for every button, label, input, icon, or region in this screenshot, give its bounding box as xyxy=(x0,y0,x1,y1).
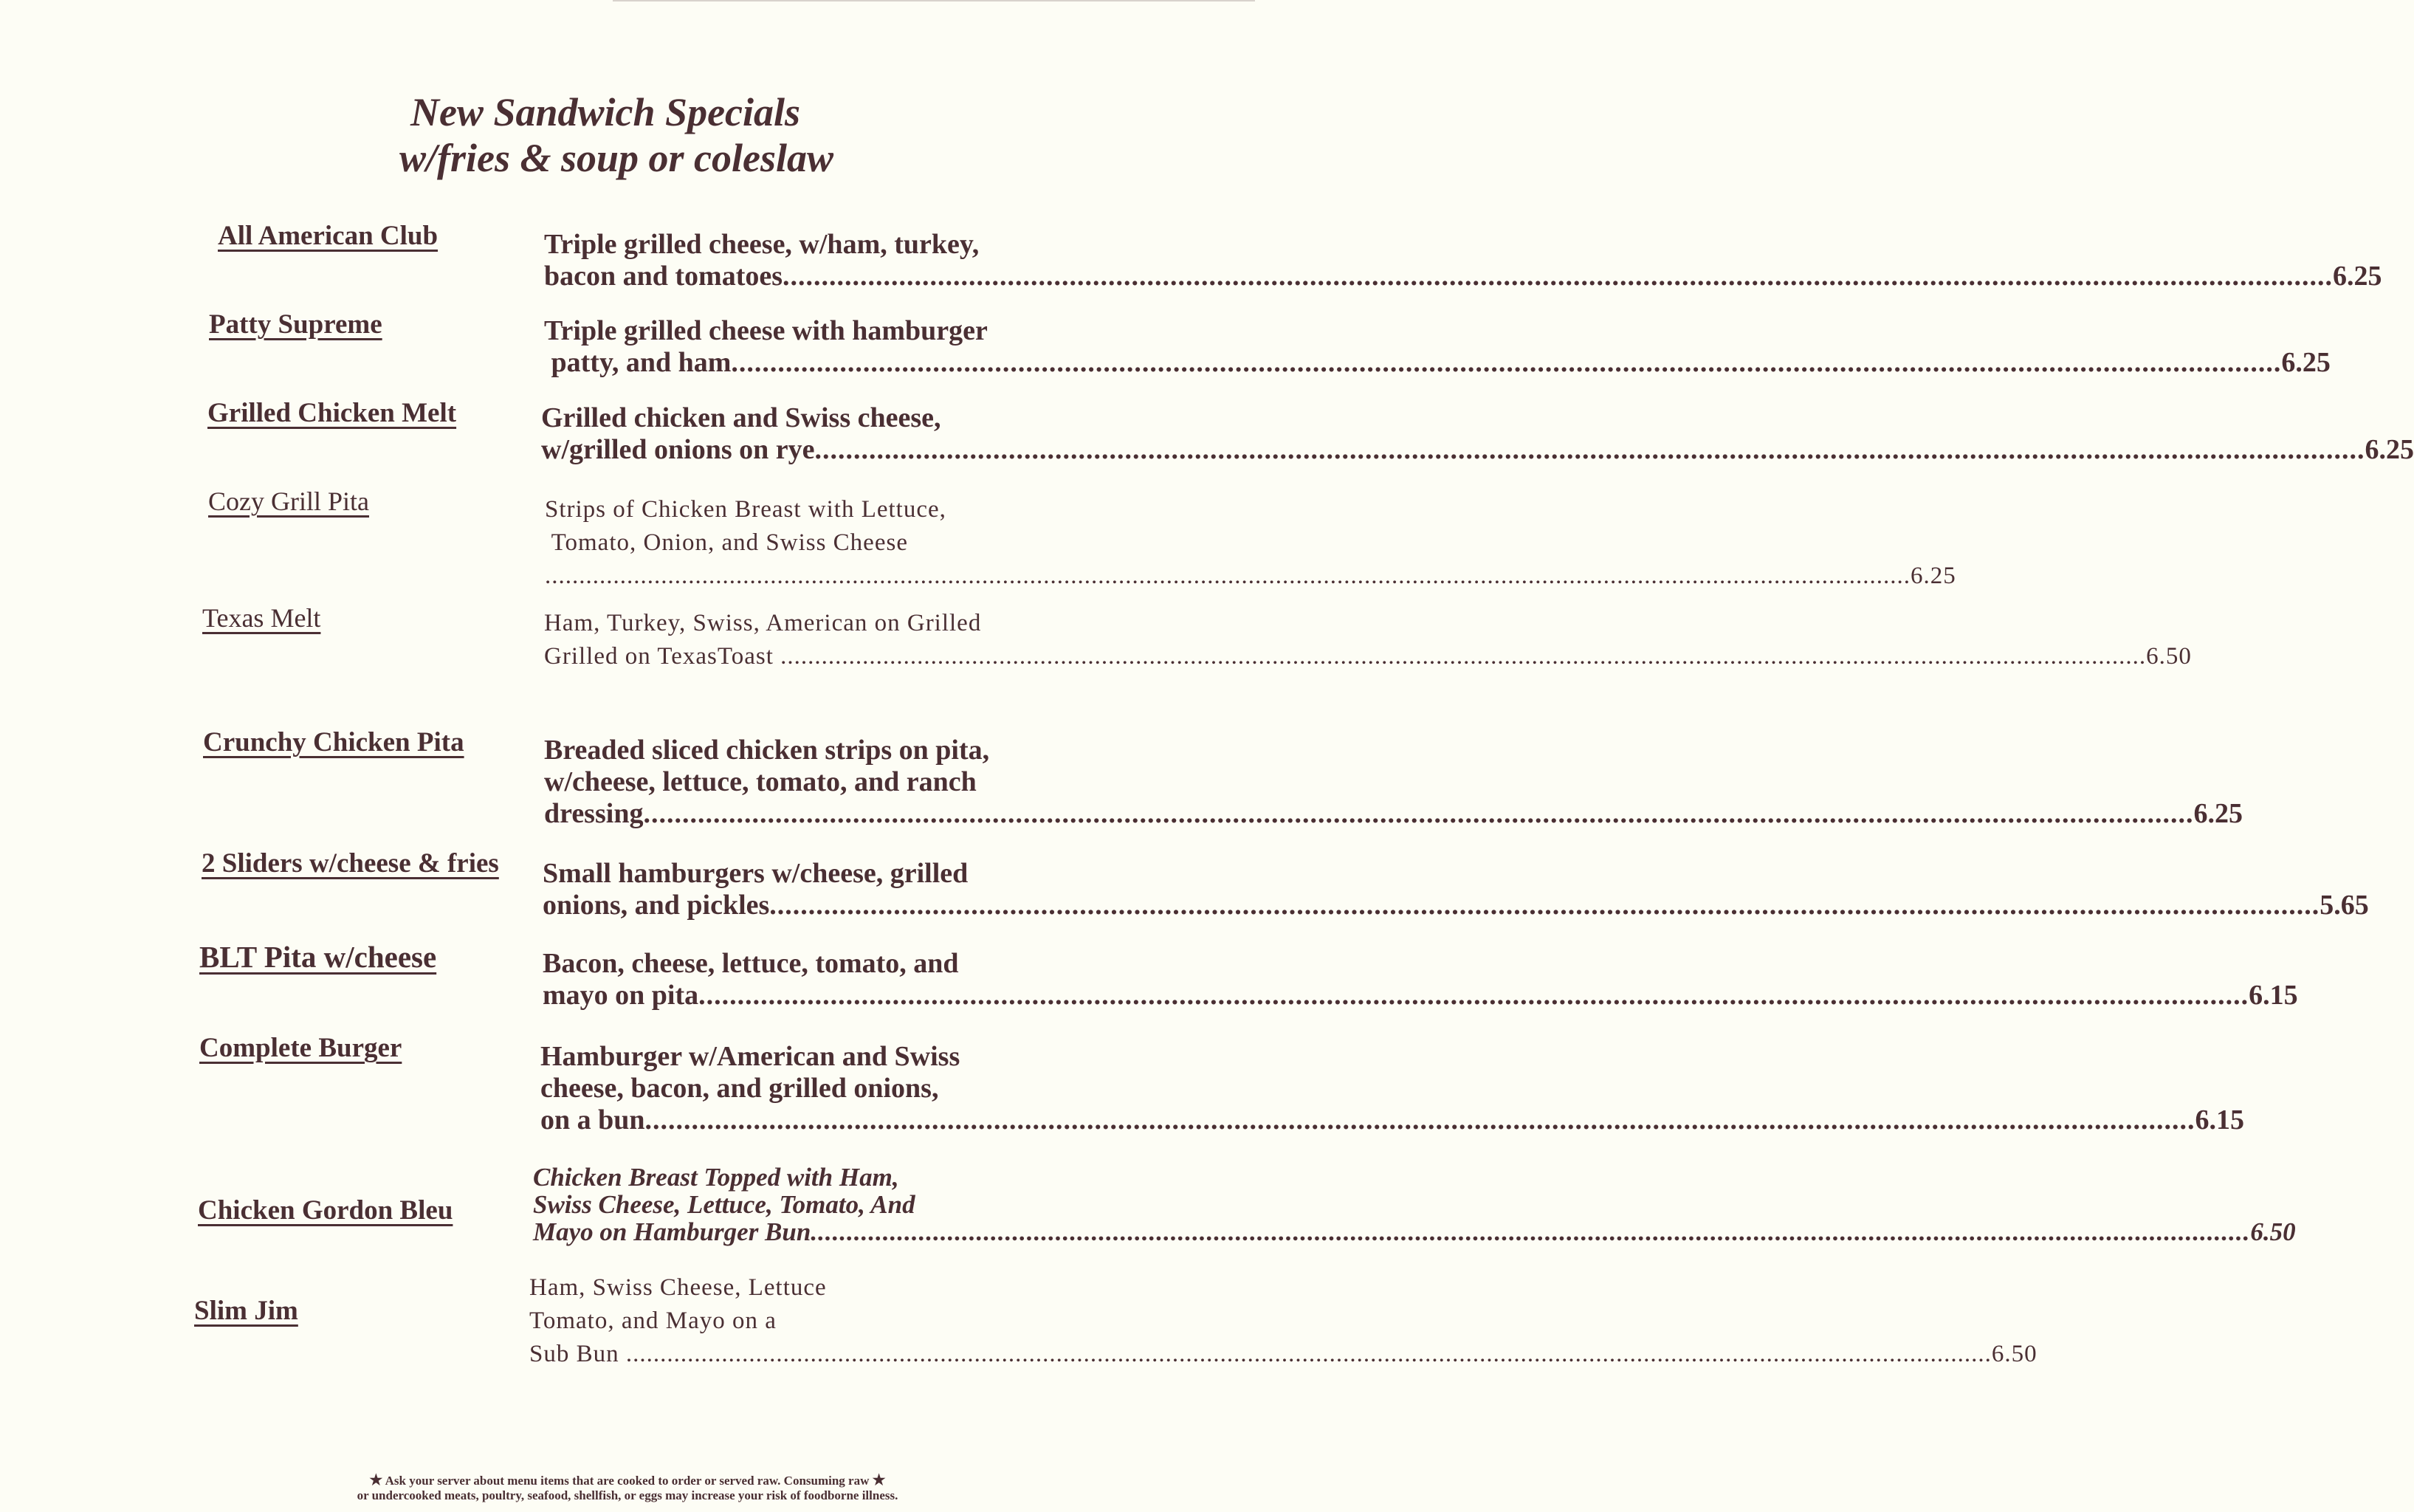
item-description xyxy=(544,607,2192,673)
leader-dots: ........................................................................................................................................................................................................ xyxy=(625,1341,1992,1367)
price-line xyxy=(544,261,2382,292)
description-line: patty, and ham xyxy=(544,347,732,378)
description-line: Strips of Chicken Breast with Lettuce, xyxy=(545,496,946,523)
description-line: Tomato, Onion, and Swiss Cheese xyxy=(545,529,908,556)
leader-dots: ........................................................................................................................................................................................................ xyxy=(811,1217,2251,1246)
price-line xyxy=(533,1217,2296,1246)
description-line: w/cheese, lettuce, tomato, and ranch xyxy=(544,766,977,797)
star-icon: ★ xyxy=(369,1472,383,1488)
description-line: Mayo on Hamburger Bun xyxy=(533,1217,811,1246)
description-line: mayo on pita xyxy=(543,980,699,1011)
price-line xyxy=(541,434,2414,466)
item-name: Grilled Chicken Melt xyxy=(207,398,457,428)
notice-line-2: or undercooked meats, poultry, seafood, shellfish, or eggs may increase your risk of foodborne illness. xyxy=(357,1488,898,1502)
description-line: Hamburger w/American and Swiss xyxy=(540,1041,960,1072)
description-line: Chicken Breast Topped with Ham, xyxy=(533,1163,899,1192)
description-line: Bacon, cheese, lettuce, tomato, and xyxy=(543,948,959,979)
description-line: Swiss Cheese, Lettuce, Tomato, And xyxy=(533,1190,915,1219)
price-line xyxy=(529,1338,2038,1371)
item-description xyxy=(543,858,2369,921)
item-name: Patty Supreme xyxy=(209,309,382,340)
item-name: All American Club xyxy=(218,221,439,251)
description-line: Tomato, and Mayo on a xyxy=(529,1307,777,1334)
description-line: Ham, Turkey, Swiss, American on Grilled xyxy=(544,610,982,636)
item-price: 5.65 xyxy=(2320,890,2369,921)
item-description xyxy=(541,402,2414,466)
item-price: 6.25 xyxy=(2365,434,2414,465)
description-line: onions, and pickles xyxy=(543,890,770,921)
item-name: Complete Burger xyxy=(199,1033,402,1063)
item-description xyxy=(533,1163,2296,1246)
item-price: 6.25 xyxy=(2333,261,2382,292)
price-line xyxy=(545,560,1956,593)
item-description xyxy=(529,1271,2038,1371)
leader-dots: ........................................................................................................................................................................................................ xyxy=(769,890,2320,921)
leader-dots: ........................................................................................................................................................................................................ xyxy=(644,1104,2195,1135)
item-name: Texas Melt xyxy=(202,603,321,633)
price-line xyxy=(543,980,2298,1011)
item-name: Chicken Gordon Bleu xyxy=(198,1195,453,1226)
item-name: BLT Pita w/cheese xyxy=(199,940,437,974)
item-name: Cozy Grill Pita xyxy=(208,487,369,516)
menu-title: New Sandwich Specials xyxy=(410,90,801,134)
item-price: 6.15 xyxy=(2195,1104,2245,1135)
item-description xyxy=(540,1041,2245,1136)
item-price: 6.25 xyxy=(1911,563,1956,589)
item-description xyxy=(544,735,2243,830)
item-description xyxy=(543,948,2298,1011)
leader-dots: ........................................................................................................................................................................................................ xyxy=(783,261,2334,292)
item-price: 6.25 xyxy=(2193,798,2243,829)
leader-dots: ........................................................................................................................................................................................................ xyxy=(698,980,2249,1011)
item-price: 6.50 xyxy=(2146,643,2192,670)
item-name: Crunchy Chicken Pita xyxy=(203,727,464,757)
price-line xyxy=(543,890,2369,921)
menu-subtitle: w/fries & soup or coleslaw xyxy=(399,136,834,180)
description-line: Triple grilled cheese with hamburger xyxy=(544,315,988,346)
description-line: bacon and tomatoes xyxy=(544,261,783,292)
leader-dots: ........................................................................................................................................................................................................ xyxy=(780,643,2147,670)
food-safety-notice xyxy=(0,1473,1255,1503)
description-line: Grilled on TexasToast xyxy=(544,643,781,670)
description-line: Grilled chicken and Swiss cheese, xyxy=(541,402,941,433)
item-price: 6.50 xyxy=(2250,1217,2296,1246)
description-line: Ham, Swiss Cheese, Lettuce xyxy=(529,1274,827,1301)
item-description xyxy=(544,229,2382,292)
description-line: Breaded sliced chicken strips on pita, xyxy=(544,735,990,766)
leader-dots: ........................................................................................................................................................................................................ xyxy=(545,563,1911,589)
item-name: Slim Jim xyxy=(194,1296,298,1326)
description-line: on a bun xyxy=(540,1104,645,1135)
description-line: Small hamburgers w/cheese, grilled xyxy=(543,858,969,889)
description-line: cheese, bacon, and grilled onions, xyxy=(540,1073,939,1104)
notice-line-1: Ask your server about menu items that are cooked to order or served raw. Consuming raw xyxy=(385,1474,870,1488)
leader-dots: ........................................................................................................................................................................................................ xyxy=(643,798,2194,829)
item-price: 6.25 xyxy=(2281,347,2331,378)
scan-edge-line xyxy=(613,0,1255,1)
item-price: 6.15 xyxy=(2249,980,2298,1011)
price-line xyxy=(544,798,2243,830)
star-icon: ★ xyxy=(872,1472,886,1488)
leader-dots: ........................................................................................................................................................................................................ xyxy=(731,347,2282,378)
price-line xyxy=(544,347,2331,379)
item-price: 6.50 xyxy=(1991,1341,2038,1367)
description-line: w/grilled onions on rye xyxy=(541,434,815,465)
description-line: Triple grilled cheese, w/ham, turkey, xyxy=(544,229,980,260)
description-line: Sub Bun xyxy=(529,1341,626,1367)
leader-dots: ........................................................................................................................................................................................................ xyxy=(814,434,2365,465)
price-line xyxy=(540,1104,2245,1136)
description-line: dressing xyxy=(544,798,644,829)
item-description xyxy=(545,493,1956,593)
item-name: 2 Sliders w/cheese & fries xyxy=(202,848,499,879)
price-line xyxy=(544,640,2192,673)
item-description xyxy=(544,315,2331,379)
